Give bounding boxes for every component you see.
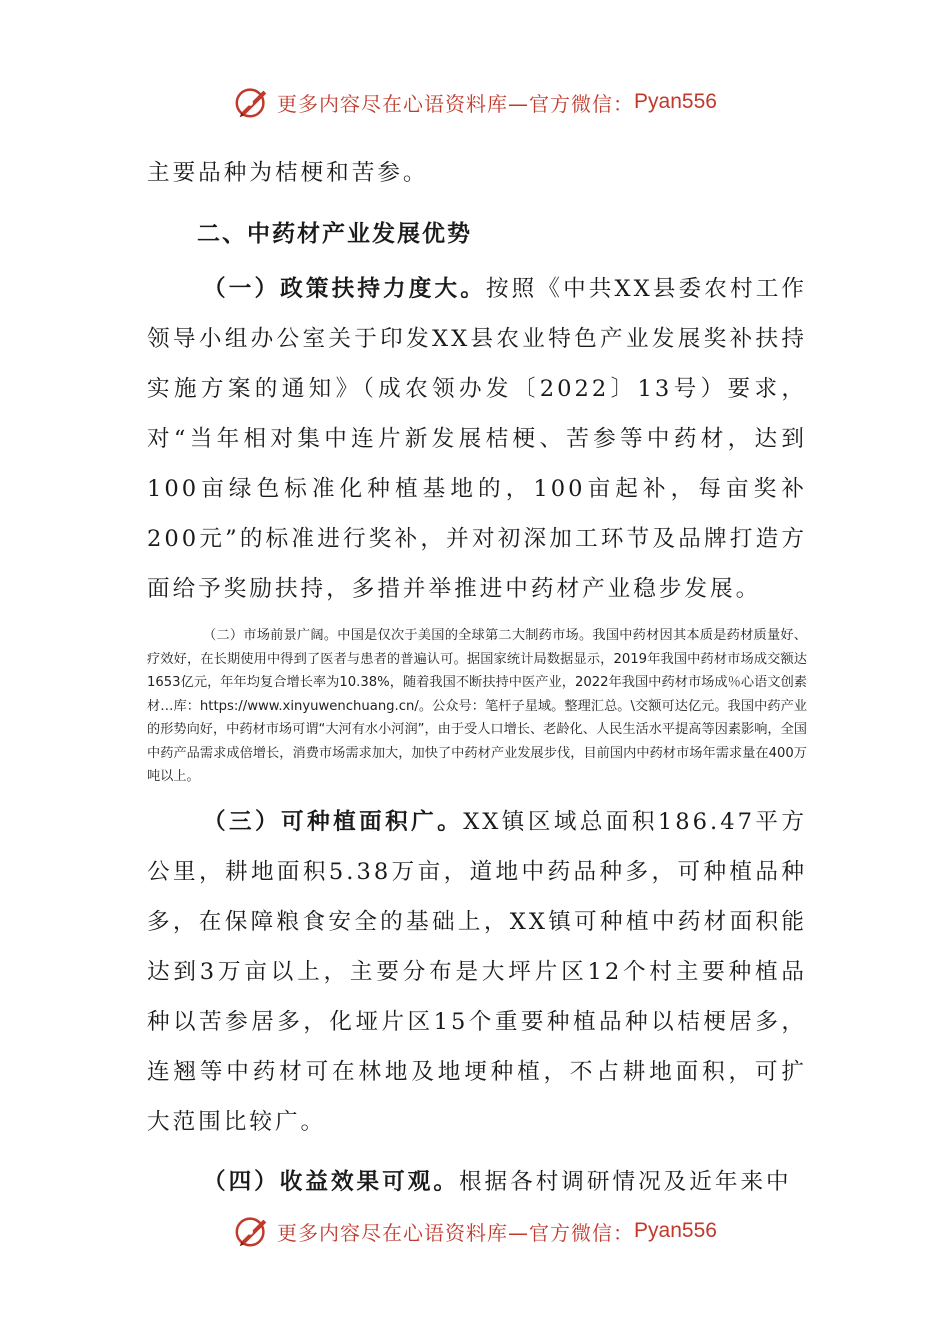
area-heading: （三）可种植面积广。 [203,808,464,835]
watermark-text: 更多内容尽在心语资料库—官方微信： [277,91,635,116]
income-heading: （四）收益效果可观。 [203,1168,459,1195]
section-title: 二、中药材产业发展优势 [197,221,472,247]
policy-body: 按照《中共XX县委农村工作领导小组办公室关于印发XX县农业特色产业发展奖补扶持实施方案的通知》（成农领办发〔2022〕13号）要求，对“当年相对集中连片新发展桔梗、苦参等中药材，达到100亩绿色标准化种植基地的，100亩起补，每亩奖补200元”的标准进行奖补，并对初深加工环节及品牌打造方面给予奖励扶持，多措并举推进中药材产业稳步发展。 [147,276,808,602]
paragraph-intro: 主要品种为桔梗和苦参。 [147,160,429,186]
paragraph-area [147,797,807,1147]
paragraph-market: （二）市场前景广阔。中国是仅次于美国的全球第二大制药市场。我国中药材因其本质是药材质量好、疗效好，在长期使用中得到了医者与患者的普遍认可。据国家统计局数据显示，2019年我国中药材市场成交额达1653亿元，年年均复合增长率为10.38%，随着我国不断扶持中医产业，2022年我国中药材市场成％心语文创素材…库：https://www.xinyuwenchuang.cn/。公众号：笔杆子星域。整理汇总。\交额可达亿元。我国中药产业的形势向好，中药材市场可谓“大河有水小河润”，由于受人口增长、老龄化、人民生活水平提高等因素影响，全国中药产品需求成倍增长，消费市场需求加大，加快了中药材产业发展步伐，目前国内中药材市场年需求量在400万吨以上。 [147,628,807,784]
paragraph-policy [147,264,807,614]
area-body: XX镇区域总面积186.47平方公里，耕地面积5.38万亩，道地中药品种多，可种植品种多，在保障粮食安全的基础上，XX镇可种植中药材面积能达到3万亩以上，主要分布是大坪片区12个村主要种植品种以苦参居多，化垭片区15个重要种植品种以桔梗居多，连翘等中药材可在林地及地埂种植，不占耕地面积，可扩大范围比较广。 [147,808,808,1135]
income-body: 根据各村调研情况及近年来中 [458,1168,792,1195]
document-body [147,148,807,1207]
watermark-text: 更多内容尽在心语资料库—官方微信： [277,1220,635,1245]
paragraph-income [147,1157,807,1207]
pen-circle-logo-icon [233,1212,271,1250]
watermark-wechat-id: Pyan556 [634,90,717,113]
watermark-banner-top [0,82,950,122]
pen-circle-logo-icon [233,83,271,121]
watermark-banner-bottom [0,1211,950,1251]
watermark-wechat-id: Pyan556 [634,1219,717,1242]
policy-heading: （一）政策扶持力度大。 [203,276,486,302]
